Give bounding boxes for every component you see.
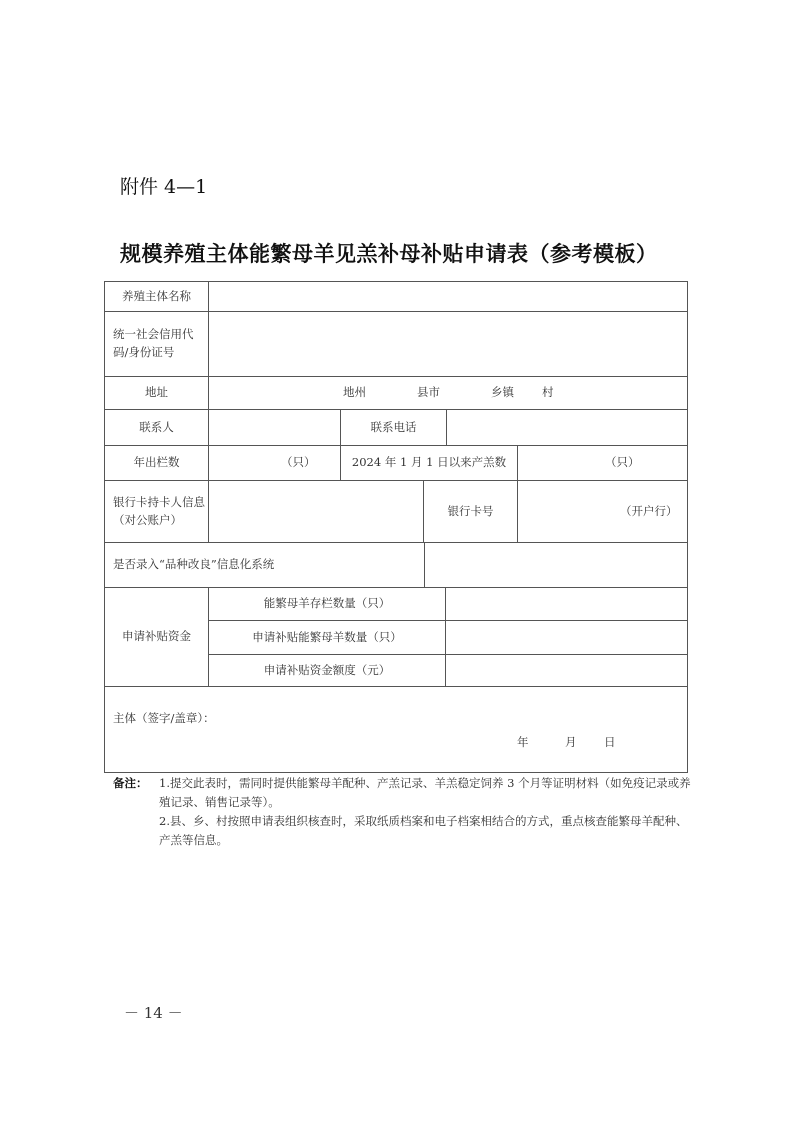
- remark-item: 1.提交此表时，需同时提供能繁母羊配种、产羔记录、羊羔稳定饲养 3 个月等证明材料（如免疫记录或养殖记录、销售记录等）。: [159, 776, 691, 809]
- entity-name-field[interactable]: [209, 282, 687, 311]
- date-day-unit: 日: [604, 735, 616, 750]
- births-since-2024-unit: （只）: [605, 455, 640, 470]
- remarks-label: 备注：: [113, 776, 148, 790]
- application-form-table: [104, 281, 688, 773]
- subsidy-amount-label: 申请补贴资金额度（元）: [263, 662, 391, 677]
- cardholder-info-field[interactable]: [209, 481, 423, 542]
- entity-name-label: 养殖主体名称: [122, 288, 191, 303]
- address-city-unit: 地州: [343, 385, 366, 400]
- date-month-unit: 月: [565, 735, 577, 750]
- remarks: [113, 774, 693, 850]
- year-end-count-label: 年出栏数: [133, 455, 180, 470]
- info-system-field[interactable]: [425, 543, 687, 587]
- contact-field[interactable]: [209, 410, 340, 445]
- row-divider: [105, 686, 687, 687]
- bank-card-number-label: 银行卡号: [447, 503, 494, 518]
- address-county-unit: 县市: [417, 385, 440, 400]
- subsidy-funds-label: 申请补贴资金: [122, 629, 191, 644]
- column-divider: [517, 445, 518, 542]
- bank-branch-hint: （开户行）: [620, 503, 678, 518]
- ewe-stock-label: 能繁母羊存栏数量（只）: [263, 596, 391, 611]
- year-end-count-unit: （只）: [281, 455, 316, 470]
- remark-item: 2.县、乡、村按照申请表组织核查时，采取纸质档案和电子档案相结合的方式，重点核查能繁母羊配种、产羔等信息。: [159, 813, 688, 847]
- subsidy-amount-field[interactable]: [446, 655, 687, 686]
- births-since-2024-label: 2024 年 1 月 1 日以来产羔数: [351, 455, 507, 470]
- page-number: － 14 －: [124, 1004, 183, 1022]
- phone-label: 联系电话: [370, 419, 417, 434]
- address-village-unit: 村: [542, 385, 554, 400]
- subsidy-ewe-count-label: 申请补贴能繁母羊数量（只）: [252, 629, 402, 644]
- info-system-label: 是否录入“品种改良”信息化系统: [113, 557, 275, 572]
- page-title: 规模养殖主体能繁母羊见羔补母补贴申请表（参考模板）: [120, 241, 658, 266]
- phone-field[interactable]: [447, 410, 687, 445]
- credit-code-label: 统一社会信用代码/身份证号: [113, 327, 194, 359]
- date-year-unit: 年: [517, 735, 529, 750]
- address-town-unit: 乡镇: [491, 385, 514, 400]
- attachment-number: 附件 4—1: [120, 176, 208, 198]
- signature-label: 主体（签字/盖章）：: [113, 711, 215, 726]
- subsidy-ewe-count-field[interactable]: [446, 621, 687, 654]
- credit-code-field[interactable]: [209, 312, 687, 376]
- cardholder-info-label: 银行卡持卡人信息（对公账户）: [113, 494, 205, 527]
- address-label: 地址: [145, 385, 168, 400]
- ewe-stock-field[interactable]: [446, 588, 687, 620]
- contact-label: 联系人: [139, 419, 174, 434]
